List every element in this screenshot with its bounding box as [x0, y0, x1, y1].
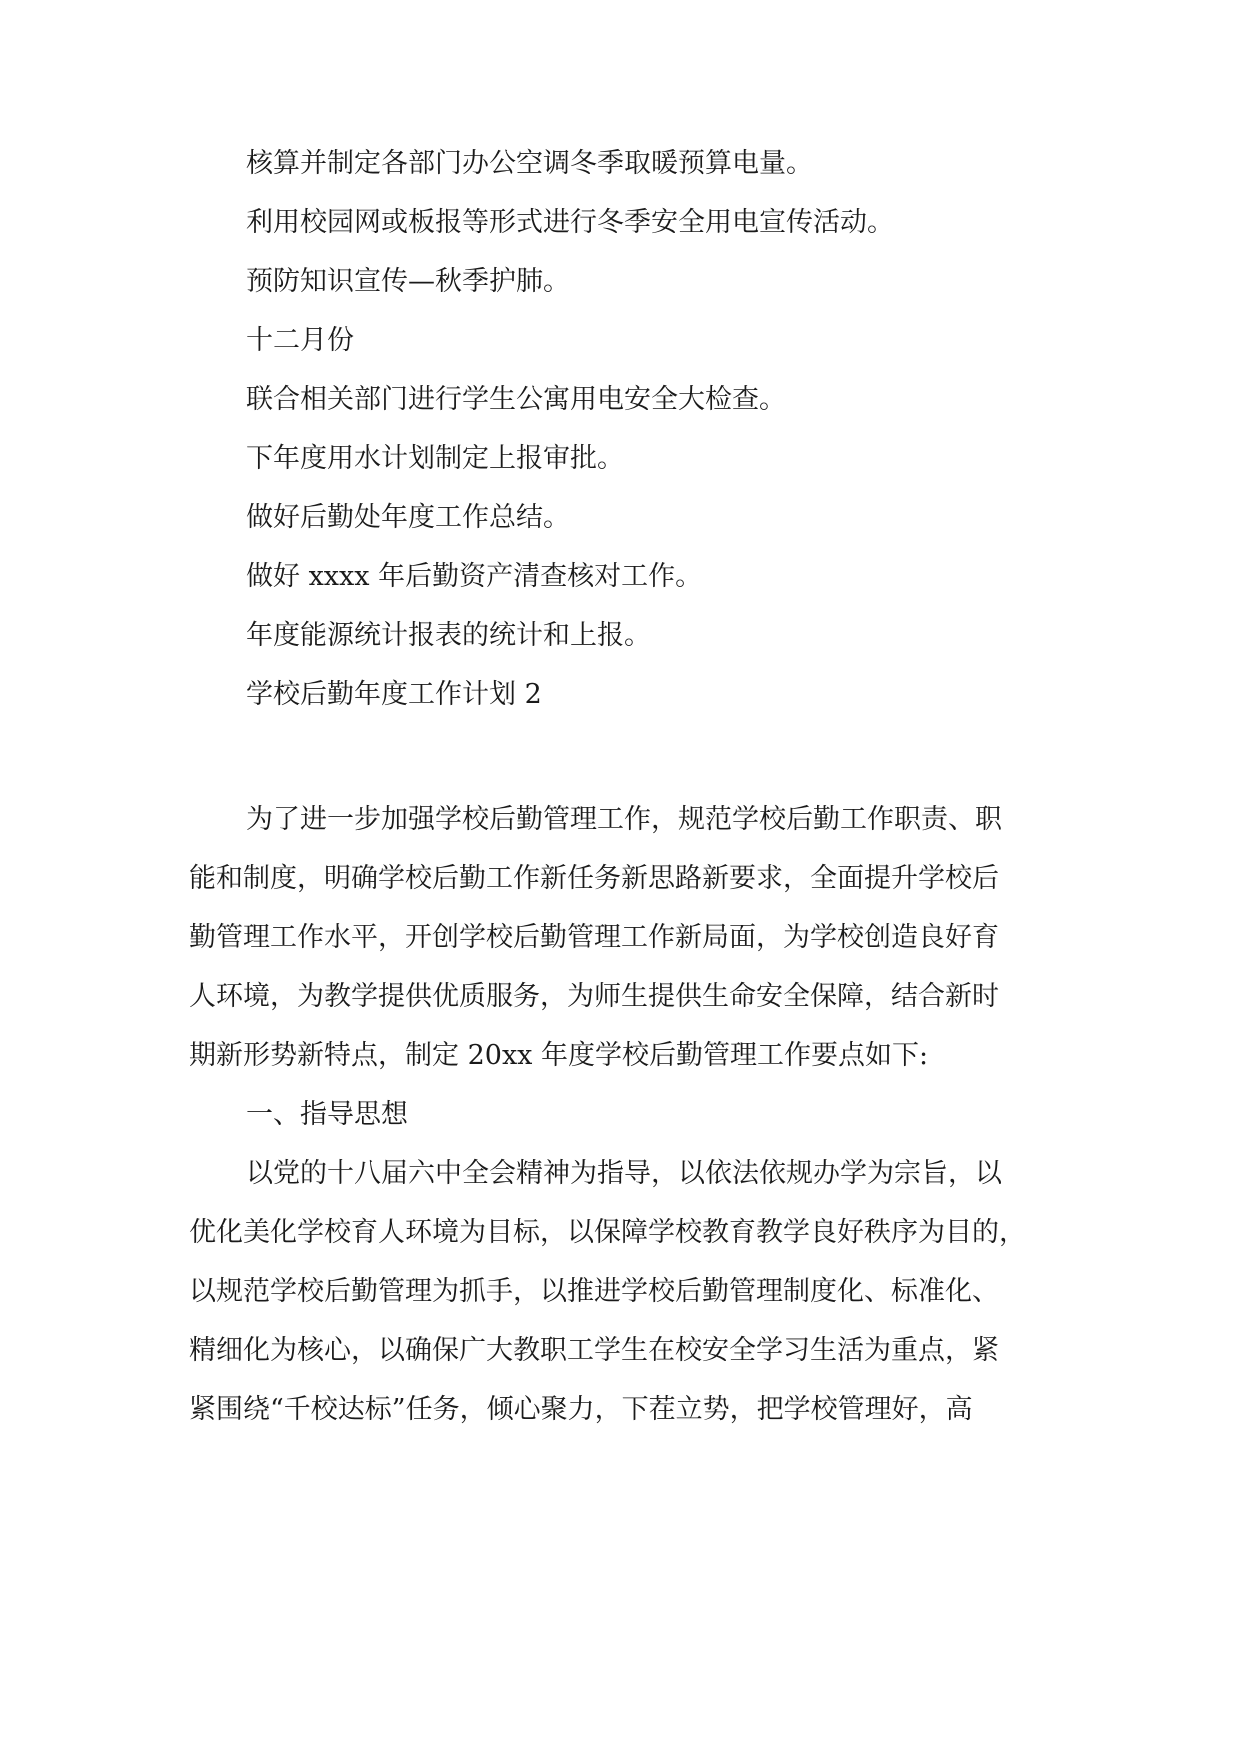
text-line: 下年度用水计划制定上报审批。 [246, 443, 624, 474]
text-line: 联合相关部门进行学生公寓用电安全大检查。 [246, 384, 786, 415]
text-line: 做好后勤处年度工作总结。 [246, 502, 570, 533]
paragraph-line: 勤管理工作水平，开创学校后勤管理工作新局面，为学校创造良好育 [189, 922, 999, 953]
paragraph-line: 紧围绕“千校达标”任务，倾心聚力，下茬立势，把学校管理好，高 [189, 1394, 973, 1425]
paragraph-line: 为了进一步加强学校后勤管理工作，规范学校后勤工作职责、职 [246, 804, 1002, 835]
text-line: 预防知识宣传—秋季护肺。 [246, 266, 570, 297]
paragraph-line: 优化美化学校育人环境为目标，以保障学校教育教学良好秩序为目的， [189, 1217, 1026, 1248]
paragraph-line: 以党的十八届六中全会精神为指导，以依法依规办学为宗旨，以 [246, 1158, 1002, 1189]
paragraph-line: 期新形势新特点，制定 20xx 年度学校后勤管理工作要点如下: [189, 1040, 929, 1071]
text-line: 年度能源统计报表的统计和上报。 [246, 620, 651, 651]
text-line: 核算并制定各部门办公空调冬季取暖预算电量。 [246, 148, 813, 179]
paragraph-line: 以规范学校后勤管理为抓手，以推进学校后勤管理制度化、标准化、 [189, 1276, 999, 1307]
paragraph-line: 能和制度，明确学校后勤工作新任务新思路新要求，全面提升学校后 [189, 863, 999, 894]
month-heading: 十二月份 [246, 325, 354, 356]
document-title: 学校后勤年度工作计划 2 [246, 679, 542, 710]
section-heading: 一、指导思想 [246, 1099, 408, 1130]
text-line: 做好 xxxx 年后勤资产清查核对工作。 [246, 561, 703, 592]
paragraph-line: 精细化为核心，以确保广大教职工学生在校安全学习生活为重点，紧 [189, 1335, 999, 1366]
paragraph-line: 人环境，为教学提供优质服务，为师生提供生命安全保障，结合新时 [189, 981, 999, 1012]
text-line: 利用校园网或板报等形式进行冬季安全用电宣传活动。 [246, 207, 894, 238]
